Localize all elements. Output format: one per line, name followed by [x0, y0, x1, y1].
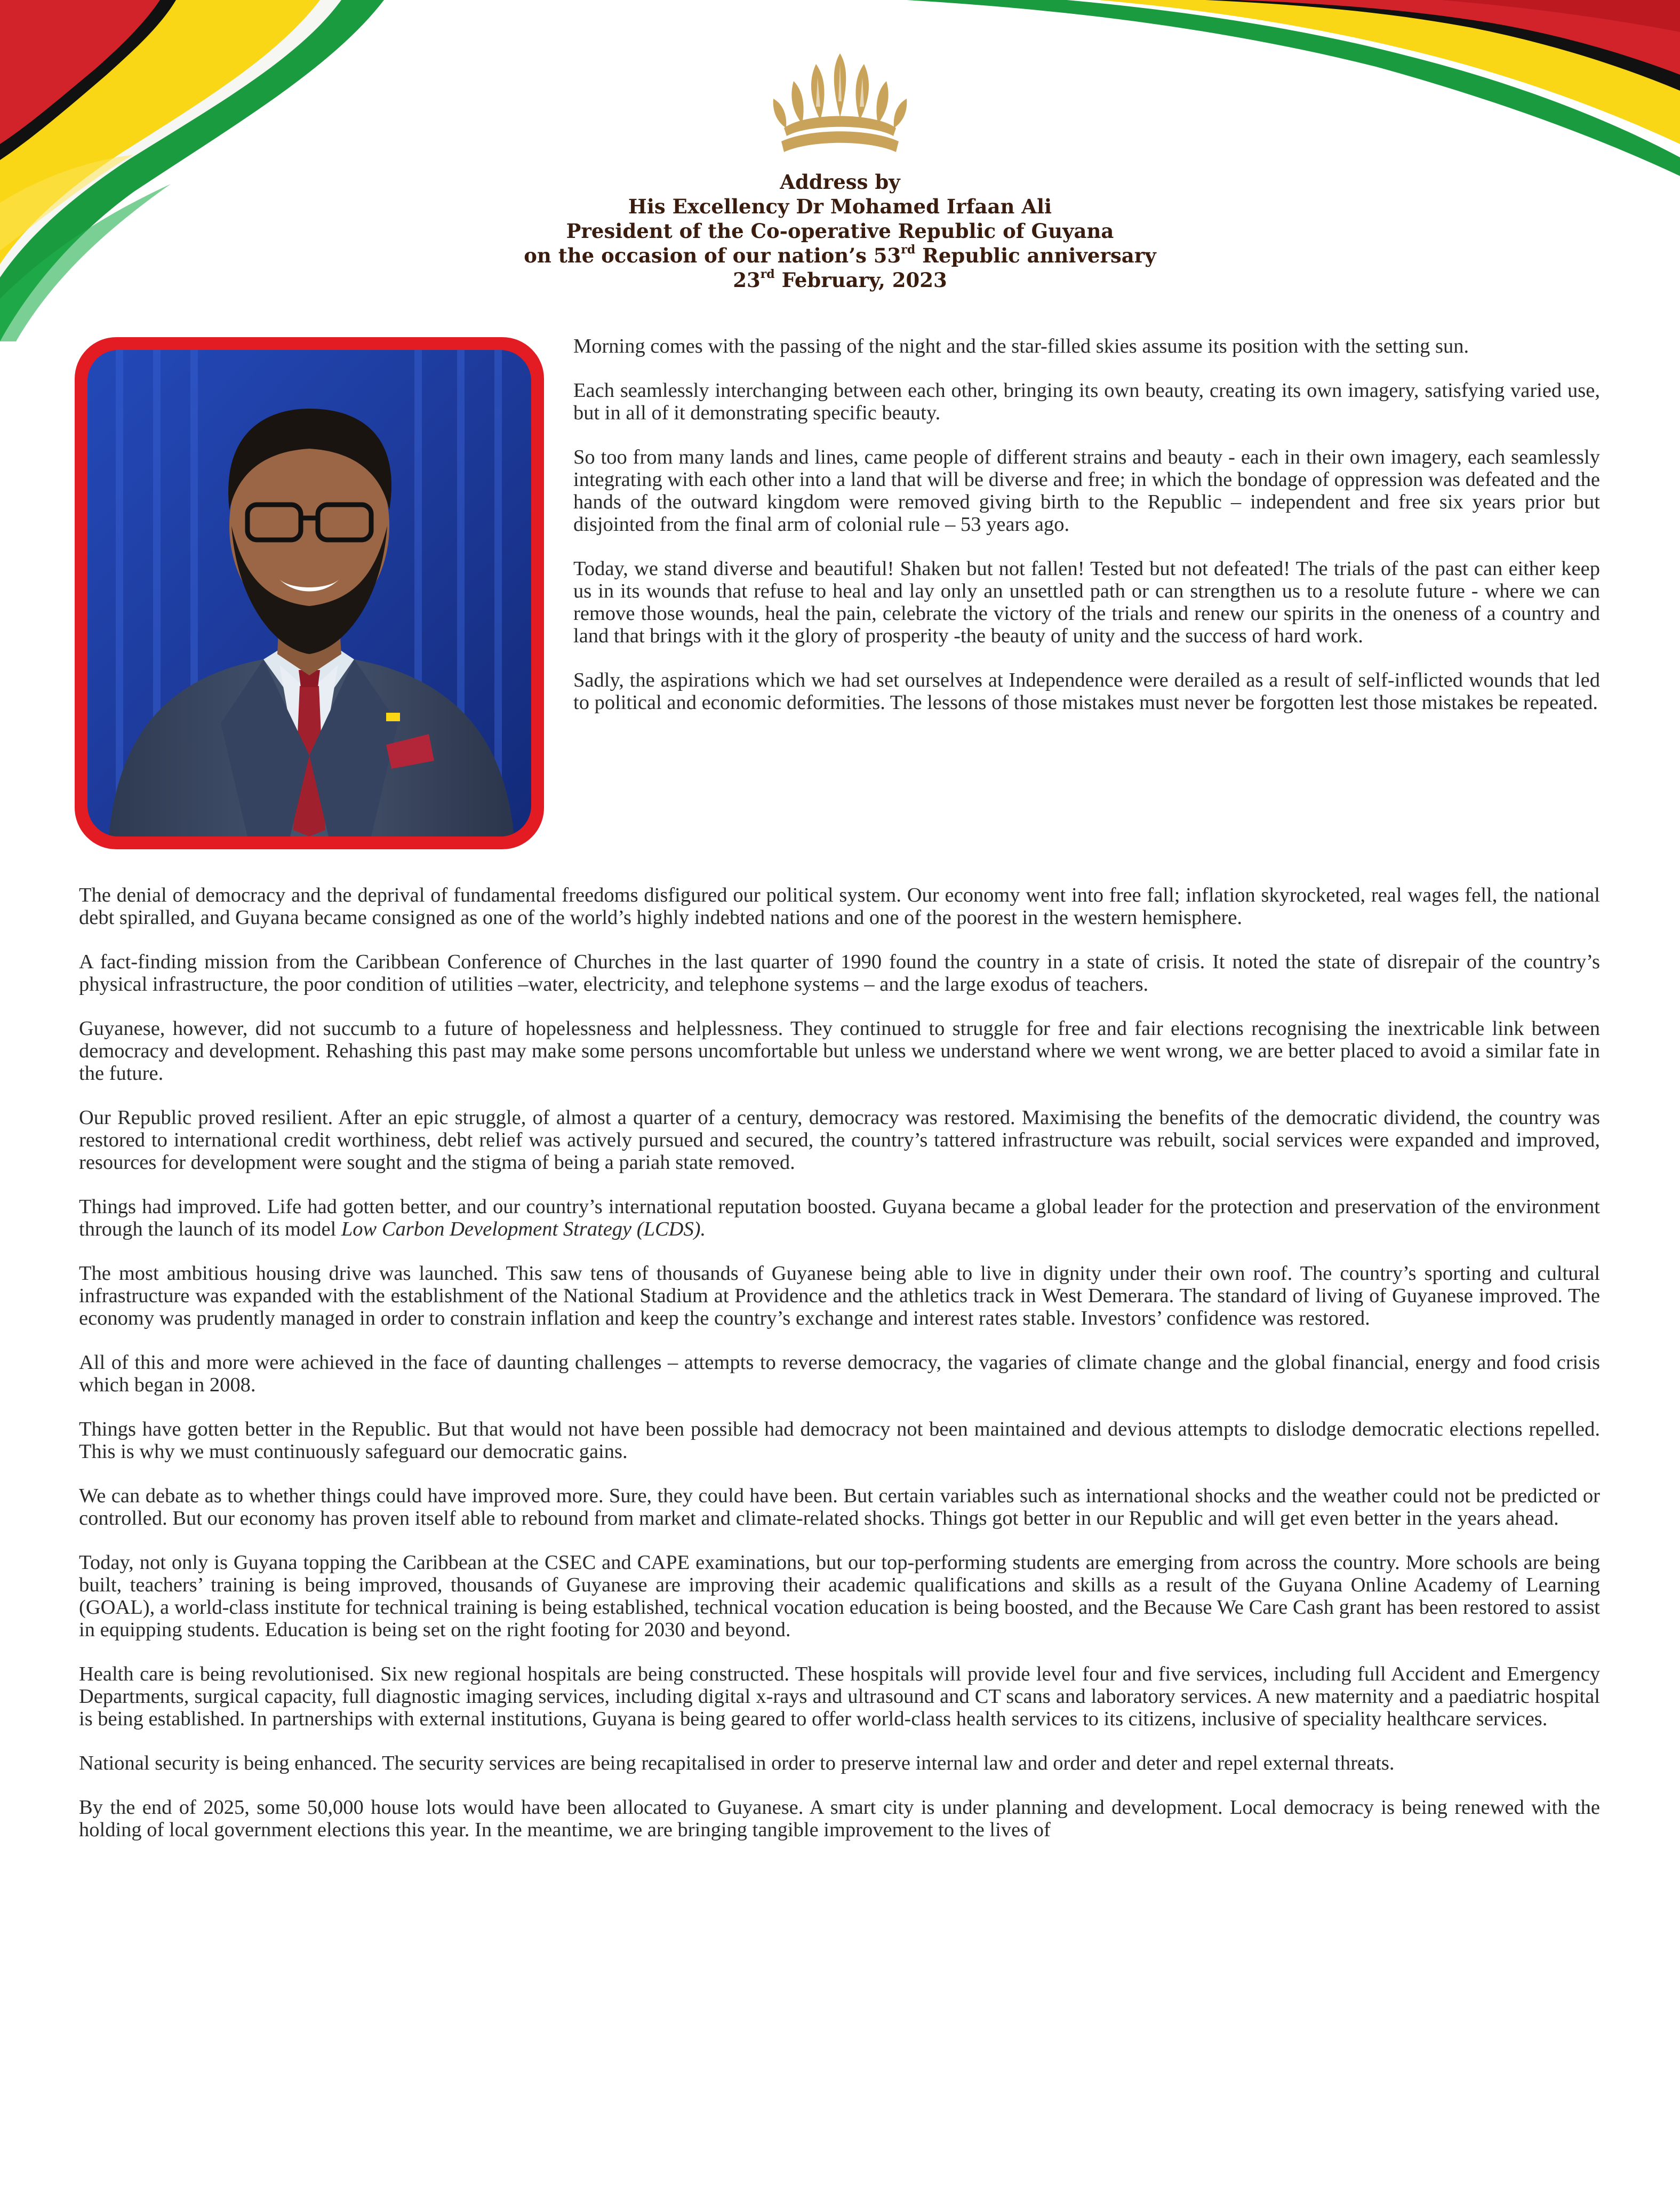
speech-paragraph: All of this and more were achieved in the face of daunting challenges – attempts to reverse democracy, the vagaries of climate change and the global financial, energy and food crisis which began in 2008.	[79, 1351, 1600, 1396]
speech-paragraph: Sadly, the aspirations which we had set ourselves at Independence were derailed as a result of self-inflicted wounds that led to political and economic deformities. The lessons of those mistakes must never be forgotten lest those mistakes be repeated.	[573, 669, 1600, 714]
heading-line: His Excellency Dr Mohamed Irfaan Ali	[628, 195, 1052, 218]
address-heading	[0, 170, 1680, 292]
speech-paragraph: Health care is being revolutionised. Six new regional hospitals are being constructed. These hospitals will provide level four and five services, including full Accident and Emergency Departments, surgical capacity, full diagnostic imaging services, including digital x-rays and ultrasound and CT scans and laboratory services. A new maternity and a paediatric hospital is being established. In partnerships with external institutions, Guyana is being geared to offer world-class health services to its citizens, inclusive of speciality healthcare services.	[79, 1663, 1600, 1730]
speech-paragraph: Each seamlessly interchanging between each other, bringing its own beauty, creating its own imagery, satisfying varied use, but in all of it demonstrating specific beauty.	[573, 379, 1600, 424]
heading-line: Address by	[780, 170, 900, 194]
speech-paragraph: So too from many lands and lines, came people of different strains and beauty - each in their own imagery, each seamlessly integrating with each other into a land that will be diverse and free; in which the bondage of oppression was defeated and the hands of the outward kingdom were removed giving birth to the Republic – independent and free six years prior but disjointed from the final arm of colonial rule – 53 years ago.	[573, 446, 1600, 536]
speech-paragraph: Our Republic proved resilient. After an epic struggle, of almost a quarter of a century, democracy was restored. Maximising the benefits of the democratic dividend, the country was restored to international credit worthiness, debt relief was actively pursued and secured, the country’s tattered infrastructure was rebuilt, social services were expanded and improved, resources for development were sought and the stigma of being a pariah state removed.	[79, 1106, 1600, 1174]
speech-paragraph: Morning comes with the passing of the night and the star-filled skies assume its position with the setting sun.	[573, 335, 1469, 357]
speech-paragraph: A fact-finding mission from the Caribbean Conference of Churches in the last quarter of 1990 found the country in a state of crisis. It noted the state of disrepair of the country’s physical infrastructure, the poor condition of utilities –water, electricity, and telephone systems – and the large exodus of teachers.	[79, 951, 1600, 995]
speech-paragraph: The denial of democracy and the deprival of fundamental freedoms disfigured our political system. Our economy went into free fall; inflation skyrocketed, real wages fell, the national debt spiralled, and Guyana became consigned as one of the world’s highly indebted nations and one of the poorest in the western hemisphere.	[79, 884, 1600, 929]
speech-column-upper	[573, 335, 1600, 736]
speech-paragraph: Guyanese, however, did not succumb to a future of hopelessness and helplessness. They continued to struggle for free and fair elections recognising the inextricable link between democracy and development. Rehashing this past may make some persons uncomfortable but unless we understand where we went wrong, we are better placed to avoid a similar fate in the future.	[79, 1017, 1600, 1085]
gold-crown-emblem-icon	[763, 48, 917, 160]
heading-date: 23rd February, 2023	[733, 267, 947, 292]
speech-paragraph: By the end of 2025, some 50,000 house lots would have been allocated to Guyanese. A smart city is under planning and development. Local democracy is being renewed with the holding of local government elections this year. In the meantime, we are bringing tangible improvement to the lives of	[79, 1796, 1600, 1841]
president-portrait	[87, 350, 531, 836]
speech-paragraph: Today, we stand diverse and beautiful! Shaken but not fallen! Tested but not defeated! The trials of the past can either keep us in its wounds that refuse to heal and lay only an unsettled path or can strengthen us to a resolute future - where we can remove those wounds, heal the pain, celebrate the victory of the trials and renew our spirits in the oneness of a country and land that brings with it the glory of prosperity -the beauty of unity and the success of hard work.	[573, 557, 1600, 647]
speech-paragraph: Things had improved. Life had gotten better, and our country’s international reputation boosted. Guyana became a global leader for the protection and preservation of the environment through the launch of its model Low Carbon Development Strategy (LCDS).	[79, 1196, 1600, 1240]
lcds-italic: Low Carbon Development Strategy (LCDS).	[341, 1218, 706, 1240]
speech-paragraph: National security is being enhanced. The security services are being recapitalised in order to preserve internal law and order and deter and repel external threats.	[79, 1752, 1395, 1774]
speech-paragraph: Today, not only is Guyana topping the Caribbean at the CSEC and CAPE examinations, but our top-performing students are emerging from across the country. More schools are being built, teachers’ training is being improved, thousands of Guyanese are improving their academic qualifications and skills as a result of the Guyana Online Academy of Learning (GOAL), a world-class institute for technical training is being established, technical vocation education is being boosted, and the Because We Care Cash grant has been restored to assist in equipping students. Education is being set on the right footing for 2030 and beyond.	[79, 1551, 1600, 1641]
speech-paragraph: We can debate as to whether things could have improved more. Sure, they could have been. But certain variables such as international shocks and the weather could not be predicted or controlled. But our economy has proven itself able to rebound from market and climate-related shocks. Things got better in our Republic and will get even better in the years ahead.	[79, 1485, 1600, 1529]
speech-paragraph: The most ambitious housing drive was launched. This saw tens of thousands of Guyanese being able to live in dignity under their own roof. The country’s sporting and cultural infrastructure was expanded with the establishment of the National Stadium at Providence and the athletics track in West Demerara. The standard of living of Guyanese improved. The economy was prudently managed in order to constrain inflation and keep the country’s exchange and interest rates stable. Investors’ confidence was restored.	[79, 1262, 1600, 1329]
speech-paragraph: Things have gotten better in the Republic. But that would not have been possible had democracy not been maintained and devious attempts to dislodge democratic elections repelled. This is why we must continuously safeguard our democratic gains.	[79, 1418, 1600, 1463]
heading-occasion: on the occasion of our nation’s 53rd Republic anniversary	[524, 242, 1156, 267]
speech-column-lower	[79, 884, 1600, 1841]
heading-line: President of the Co-operative Republic of Guyana	[566, 219, 1114, 243]
